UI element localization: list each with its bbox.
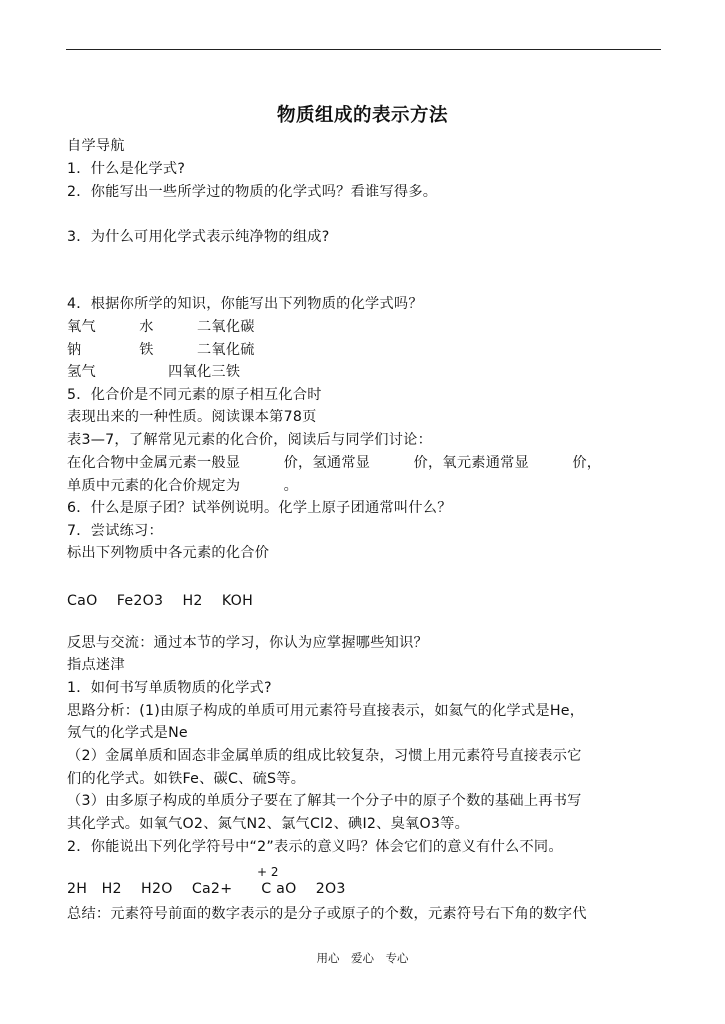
question-5-line-1: 5．化合价是不同元素的原子相互化合时 [67,387,322,403]
question-7: 7．尝试练习： [67,523,163,539]
section-heading-guidance: 指点迷津 [67,657,125,673]
analysis-line-6: 其化学式。如氧气O2、氮气N2、氯气Cl2、碘I2、臭氧O3等。 [67,816,470,832]
page-footer: 用心 爱心 专心 [316,951,409,965]
substance-row-1: 氧气 水 二氧化碳 [67,319,255,335]
question-5-line-2: 表现出来的一种性质。阅读课本第78页 [67,409,317,425]
chemical-symbols-row: 2H H2 H2O Ca2+ C aO 2O3 [67,881,346,897]
substance-row-2: 钠 铁 二氧化硫 [67,342,255,358]
reflection-line: 反思与交流：通过本节的学习，你认为应掌握哪些知识？ [67,635,428,651]
analysis-line-3: （2）金属单质和固态非金属单质的组成比较复杂，习惯上用元素符号直接表示它 [67,748,582,764]
analysis-line-4: 们的化学式。如铁Fe、碳C、硫S等。 [67,771,306,787]
question-4: 4．根据你所学的知识，你能写出下列物质的化学式吗？ [67,296,423,312]
exercise-instruction: 标出下列物质中各元素的化合价 [67,545,270,561]
question-3: 3．为什么可用化学式表示纯净物的组成? [67,229,330,245]
analysis-line-2: 氖气的化学式是Ne [67,725,188,741]
question-5-line-3: 表3—7，了解常见元素的化合价，阅读后与同学们讨论： [67,432,433,448]
substance-row-3: 氢气 四氧化三铁 [67,364,241,380]
question-5-line-4: 在化合物中金属元素一般显 价，氢通常显 价，氧元素通常显 价， [67,455,602,471]
summary-line: 总结：元素符号前面的数字表示的是分子或原子的个数，元素符号右下角的数字代 [67,906,587,922]
exercise-formulas: CaO Fe2O3 H2 KOH [67,593,253,609]
section-heading-self-study: 自学导航 [67,138,125,154]
question-6: 6．什么是原子团？试举例说明。化学上原子团通常叫什么？ [67,500,452,516]
guidance-question-1: 1．如何书写单质物质的化学式? [67,680,272,696]
question-1: 1．什么是化学式? [67,161,186,177]
analysis-line-5: （3）由多原子构成的单质分子要在了解其一个分子中的原子个数的基础上再书写 [67,793,582,809]
valence-mark: + 2 [257,865,279,879]
page-title: 物质组成的表示方法 [276,105,448,126]
question-2: 2．你能写出一些所学过的物质的化学式吗？看谁写得多。 [67,184,438,200]
guidance-question-2: 2．你能说出下列化学符号中“2”表示的意义吗？体会它们的意义有什么不同。 [67,839,563,855]
question-5-line-5: 单质中元素的化合价规定为 。 [67,478,299,494]
header-rule [66,49,661,50]
analysis-line-1: 思路分析：(1)由原子构成的单质可用元素符号直接表示，如氦气的化学式是He， [67,703,585,719]
